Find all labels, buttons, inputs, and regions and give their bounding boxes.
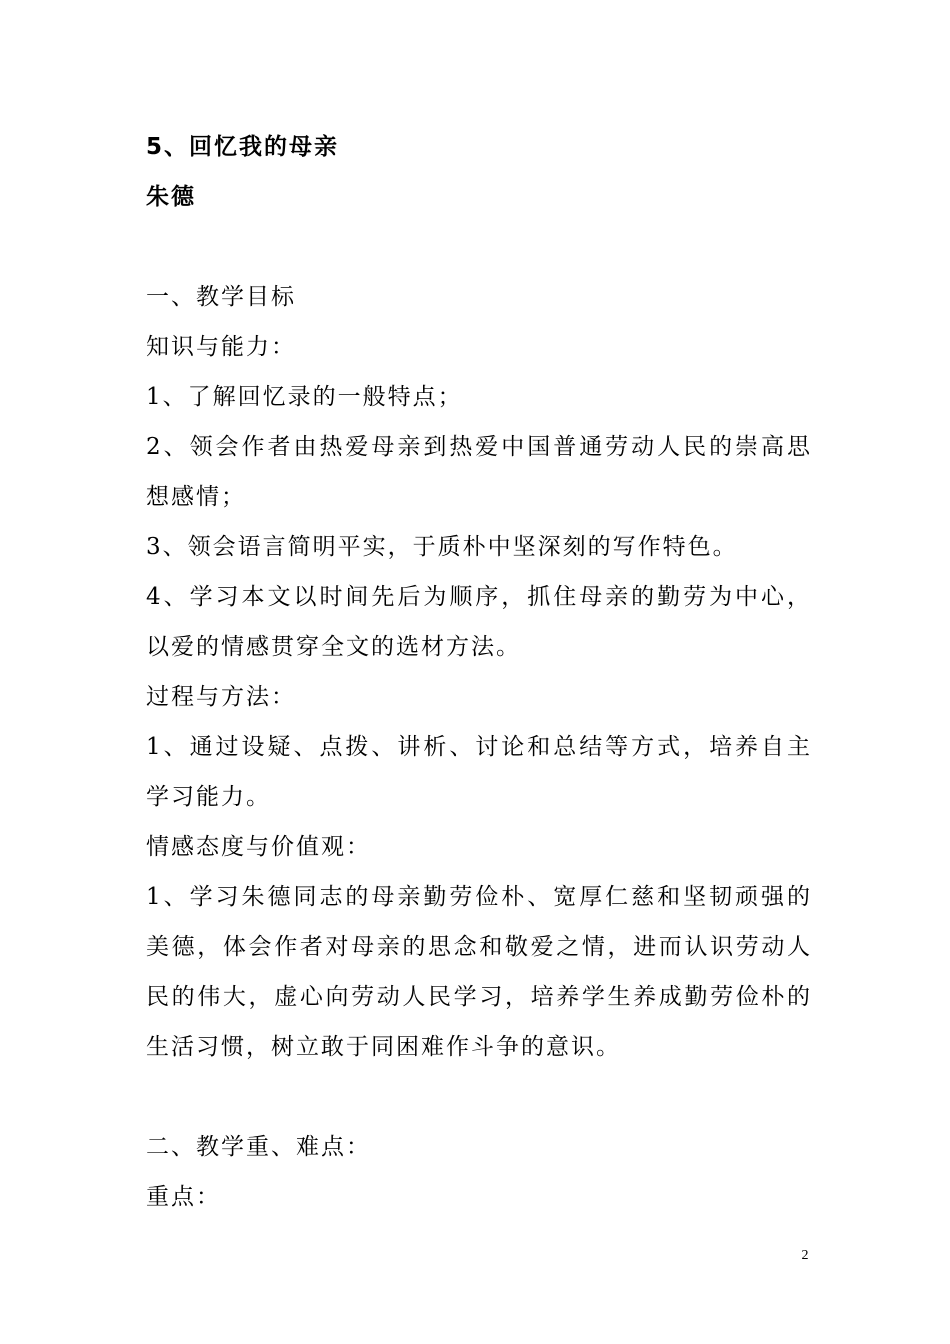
knowledge-item-4: 4、学习本文以时间先后为顺序，抓住母亲的勤劳为中心，以爱的情感贯穿全文的选材方法。 — [146, 584, 812, 660]
subheading-knowledge: 知识与能力： — [146, 334, 296, 360]
knowledge-item-3: 3、领会语言简明平实，于质朴中坚深刻的写作特色。 — [146, 534, 738, 560]
process-item-1: 1、通过设疑、点拨、讲析、讨论和总结等方式，培养自主学习能力。 — [146, 734, 812, 810]
section-heading-objectives: 一、教学目标 — [146, 284, 296, 310]
lesson-title: 5、回忆我的母亲 — [146, 134, 340, 160]
emotion-item-1: 1、学习朱德同志的母亲勤劳俭朴、宽厚仁慈和坚韧顽强的美德，体会作者对母亲的思念和敬爱之情，进而认识劳动人民的伟大，虚心向劳动人民学习，培养学生养成勤劳俭朴的生活习惯，树立敢于同困难作斗争的意识。 — [146, 884, 812, 1060]
document-body — [146, 122, 812, 1222]
blank-line — [146, 1072, 812, 1122]
subheading-key-point: 重点： — [146, 1184, 221, 1210]
page-number: 2 — [801, 1248, 809, 1263]
knowledge-item-1: 1、了解回忆录的一般特点； — [146, 384, 463, 410]
subheading-emotion: 情感态度与价值观： — [146, 834, 371, 860]
section-heading-key-points: 二、教学重、难点： — [146, 1134, 371, 1160]
subheading-process: 过程与方法： — [146, 684, 296, 710]
blank-line — [146, 222, 812, 272]
author-name: 朱德 — [146, 184, 196, 210]
knowledge-item-2: 2、领会作者由热爱母亲到热爱中国普通劳动人民的崇高思想感情； — [146, 434, 812, 510]
